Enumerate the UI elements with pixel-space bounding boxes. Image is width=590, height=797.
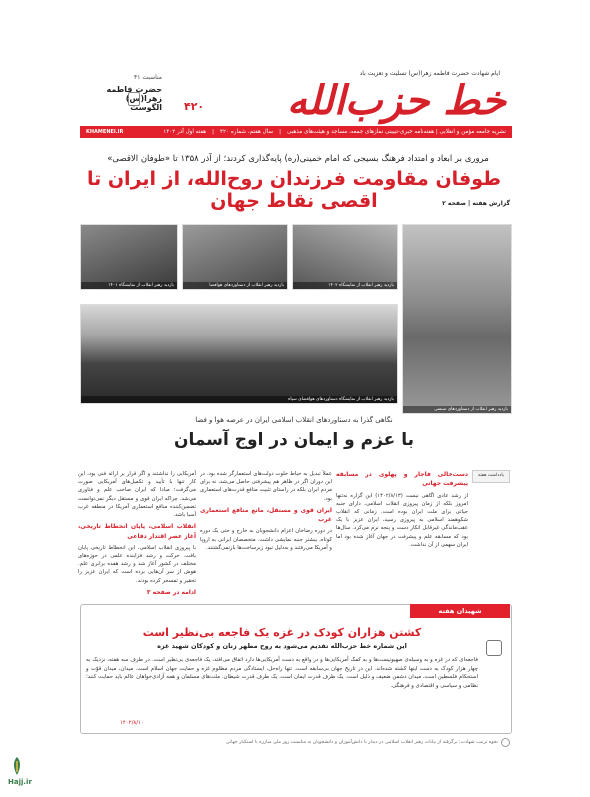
continue-link[interactable]: ادامه در صفحه ۳ xyxy=(146,588,196,596)
feature-title: با عزم و ایمان در اوج آسمان xyxy=(174,430,414,450)
hajj-logo-icon xyxy=(10,756,24,776)
photo-caption-4: بازدید رهبر انقلاب از دستاوردهای صنعتی xyxy=(403,406,511,413)
site-link[interactable]: KHAMENEI.IR xyxy=(86,129,124,135)
separator: | xyxy=(212,129,215,135)
separator: | xyxy=(279,129,281,135)
issue-number: ۴۲۰ xyxy=(184,100,205,113)
publication-description: نشریه جامعه مؤمن و انقلابی | هفته‌نامه خبری-تبیینی نمازهای جمعه، مساجد و هیئت‌های مذهبی xyxy=(286,129,506,135)
news-photo-main xyxy=(80,304,398,404)
report-link[interactable]: گزارش هفته | صفحه ۲ xyxy=(442,200,510,207)
news-photo-4 xyxy=(402,224,512,414)
side-badge: یادداشت هفته xyxy=(472,470,510,483)
column-a-heading: دست‌خالی فاجار و پهلوی در مسابقه پیشرفت جهانی xyxy=(336,471,468,488)
martyrs-body: فاجعه‌ای که در غزه و به وسیله‌ی صهیونیست‌ها و به کمک آمریکایی‌ها و در واقع به دست آمریکایی‌ها دارد اتفاق می‌افتد، یک فاجعه‌ی بی‌نظیر است. در طرف سه هفته، نزدیک به چهار هزار کودک به دست اینها کشته شده‌اند. این در تاریخ جهان بی‌سابقه است. تنها راه‌حل، ایستادگی مردم مظلوم غزه و حمایت جهان اسلام است. میدان، میدان قوّت و استحکام فلسطین است، میدان دشمن ضعیف و ذلیل است. یک طرف قدرت ایمان است، یک طرف قدرت شیطان. ملت‌های مسلمان و همه آزادی‌خواهان عالم باید حمایت کنند؛ نظامی و سیاسی و اقتصادی و فرهنگی. xyxy=(86,657,478,689)
news-photo-1 xyxy=(80,224,178,290)
column-b-heading: ایران قوی و مستقل، مانع منافع استعماری غرب xyxy=(200,506,332,524)
news-photo-3 xyxy=(292,224,398,290)
martyrs-tag: شهیدان هفته xyxy=(410,604,510,618)
photo-caption-2: بازدید رهبر انقلاب از دستاوردهای هوافضا xyxy=(183,282,287,289)
newspaper-masthead: خط حزب‌الله xyxy=(286,78,506,124)
side-badge-column xyxy=(472,470,510,504)
issue-week: هفته اول آذر ۱۴۰۲ xyxy=(163,129,207,135)
column-c-body-2: با پیروزی انقلاب اسلامی، این انحطاط تاریخی پایان یافت. حرکت و رشد فزاینده علمی در حوزه‌های مختلف در کشور آغاز شد و رشد هفده برابری علم. هوش از سر آن‌هایی برده است که ایران عزیز را تحقیر و تمسخر کرده بودند. xyxy=(78,544,196,584)
occasion-subtitle: الگوست xyxy=(130,103,162,112)
info-icon xyxy=(501,738,510,747)
martyrs-subtitle: این شماره خط حزب‌الله تقدیم می‌شود به روح مطهر زنان و کودکان شهید غزه xyxy=(157,642,407,650)
feature-kicker: نگاهی گذرا به دستاوردهای انقلاب اسلامی ایران در عرصه هوا و فضا xyxy=(195,416,393,424)
column-c-body: آمریکایی را نداشتند و اگر قرار بر ارائه فنی بود، این کار تنها با تأیید و تکمیل‌های آمریکایی صورت می‌گرفت؛ مبادا که ایران صاحب علم و فناوری می‌شد. چراکه ایران قوی و مستقل دیگر نمی‌توانست تضمین‌کننده منافع استعماری آمریکا در منطقه غرب آسیا باشد. xyxy=(78,471,196,519)
occasion-title: حضرت فاطمه زهرا(س) xyxy=(106,85,162,103)
photo-caption-main: بازدید رهبر انقلاب از نمایشگاه دستاوردهای هوافضای سپاه xyxy=(81,396,397,403)
column-c-heading: انقلاب اسلامی، پایان انحطاط تاریخی، آغاز عصر اقتدار دفاعی xyxy=(78,523,196,540)
column-b-body-2: در دوره رضاخان اعزام دانشجویان به خارج و حتی یک دوره کوتاه، بیشتر جنبه نمایشی داشت. متخصصان ایرانی به اروپا و آمریکا می‌رفتند و به‌دلیل نبود زیرساخت‌ها بازنمی‌گشتند. xyxy=(200,528,332,551)
calendar-icon xyxy=(128,92,140,106)
occasion-label: مناسبت ۴۱ xyxy=(134,74,162,81)
column-b-body: عملاً تبدیل به حیاط خلوت دولت‌های استعمارگر شده بود. در این دوران اگر در ظاهر هم پیشرفتی حاصل می‌شد، نه برای مردم ایران بلکه در راستای تثبیت منافع قدرت‌های استعماری بود. xyxy=(200,471,332,502)
lead-kicker: مروری بر ابعاد و امتداد فرهنگ بسیجی که امام خمینی(ره) پایه‌گذاری کردند؛ از آذر ۱۳۵۸ تا «طوفان الاقصی» xyxy=(107,154,489,164)
watermark-text: Hajj.ir xyxy=(8,778,32,786)
news-photo-2 xyxy=(182,224,288,290)
photo-caption-3: بازدید رهبر انقلاب از نمایشگاه ۱۴۰۲ xyxy=(293,282,397,289)
martyrs-title: کشتن هزاران کودک در غزه یک فاجعه بی‌نظیر است xyxy=(142,626,422,639)
photo-caption-1: بازدید رهبر انقلاب از نمایشگاه ۱۴۰۱ xyxy=(81,282,177,289)
quote-icon xyxy=(486,640,502,656)
lead-headline: طوفان مقاومت فرزندان روح‌الله، از ایران تا اقصی نقاط جهان xyxy=(86,168,502,212)
occasion-box xyxy=(84,74,162,124)
issue-year: سال هفتم، شماره ۴۲۰ xyxy=(220,129,274,135)
martyrs-date: ۱۴۰۲/۸/۱۰ xyxy=(120,720,144,726)
footer-note: نحوه ترتیب شهادت: برگرفته از بیانات رهبر انقلاب اسلامی در دیدار با دانش‌آموزان و دانشجویان به مناسبت روز ملی مبارزه با استکبار جهانی xyxy=(225,740,498,745)
info-bar xyxy=(80,126,512,138)
column-a-body: از رشد عادی اگاهی نیست (۱۴۰۲/۸/۱۳) این گزاره نه‌تنها امروز بلکه از زمان پیروزی انقلاب اسلامی، دارای جنبه حیاتی برای ملت ایران بوده است. زمانی که انقلاب شکوهمند اسلامی به پیروزی رسید، ایران عزیز با یک عقب‌ماندگی غیرقابل انکار دست و پنجه نرم می‌کرد. سال‌ها بود که مسابقه علم و پیشرفت در جهان آغاز شده بود اما ایران سهمی از آن نداشت. xyxy=(336,492,468,548)
occasion-note: ایام شهادت حضرت فاطمه زهرا(س) تسلیت و تعزیت باد xyxy=(359,70,500,77)
